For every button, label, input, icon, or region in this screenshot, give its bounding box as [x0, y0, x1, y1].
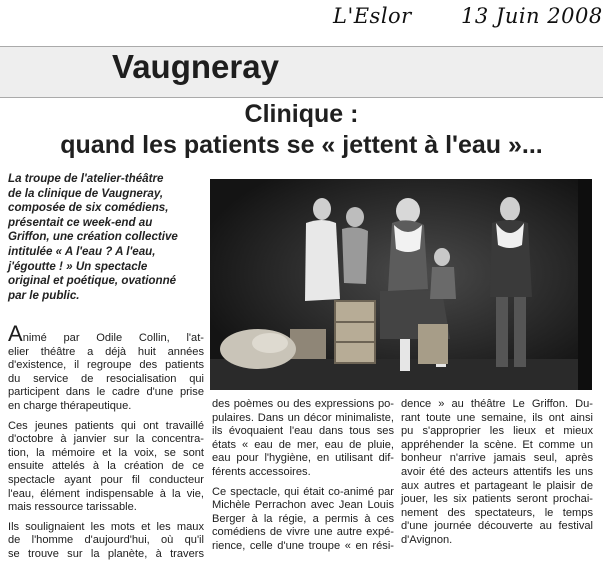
body-line: ensuite attelés à la création de ce	[8, 460, 204, 473]
body-line: d'existence, il regroupe des patients	[8, 359, 204, 372]
lead-line: intitulée « A l'eau ? A l'eau,	[8, 244, 156, 258]
article-column-1	[8, 321, 204, 562]
lead-line: j'égoutte ! » Un spectacle	[8, 259, 148, 273]
body-line: des poèmes ou des expressions po-	[212, 398, 394, 410]
body-line: du service de resocialisation qui	[8, 372, 204, 385]
body-line: Ils soulignaient les mots et les maux	[8, 520, 204, 533]
body-line: se trouve sur la planète, à travers	[8, 547, 204, 560]
handwritten-source: L'Eslor	[333, 4, 412, 28]
locality-band	[0, 46, 603, 98]
drop-cap: A	[8, 321, 23, 346]
body-line: elier théâtre a déjà huit années	[8, 345, 204, 358]
lead-paragraph	[8, 172, 204, 303]
body-line: d'Avignon.	[401, 533, 453, 546]
headline-line-2: quand les patients se « jettent à l'eau »...	[60, 131, 543, 159]
body-line: férents accessoires.	[212, 465, 311, 478]
lead-line: de la clinique de Vaugneray,	[8, 186, 164, 200]
body-line: l'eau, élément indispensable à la vie,	[8, 487, 204, 500]
body-line: Michèle Perrachon avec Jean Louis	[212, 499, 394, 512]
body-line: jouer, les six patients seront prochai-	[401, 493, 593, 506]
body-line: pu s'approprier les lieux et mieux	[401, 425, 593, 438]
body-line: ils évoquaient l'eau dans tous ses	[212, 425, 394, 438]
lead-line: composée de six comédiens,	[8, 201, 169, 215]
body-line: spectacle ayant pour fil conducteur	[8, 473, 204, 486]
lead-line: original et poétique, ovationné	[8, 274, 177, 288]
body-line: Berger à la régie, a permis à ces	[212, 512, 394, 525]
body-line: pulaires. Dans un décor minimaliste,	[212, 411, 394, 424]
stage-photo-illustration	[210, 179, 592, 390]
body-line: états « eau de mer, eau de pluie,	[212, 438, 394, 451]
body-line: d'octobre à janvier sur la concentra-	[8, 433, 204, 446]
body-line: de l'homme d'aujourd'hui, où qu'il	[8, 534, 204, 547]
handwritten-date: 13 Juin 2008	[461, 4, 603, 28]
body-line: avoir été des acteurs attentifs les uns	[401, 465, 593, 478]
stage-photo	[210, 179, 592, 390]
body-line: Ce spectacle, qui était co-animé par	[212, 485, 394, 498]
body-line: d'une journée découverte au festival	[401, 520, 593, 533]
body-line: aux autres et partageant le plaisir de	[401, 479, 593, 492]
body-line: en charge thérapeutique.	[8, 399, 132, 412]
body-text: nimé par Odile Collin, l'at-	[22, 332, 204, 344]
body-line: tion, la mémoire et la voix, se sont	[8, 446, 204, 459]
body-line: comédiens de vivre une autre expé-	[212, 526, 394, 539]
body-line: participent dans le cadre d'une prise	[8, 386, 204, 399]
body-line: nement des spectateurs, le temps	[401, 506, 593, 519]
lead-line: Griffon, une création collective	[8, 230, 178, 244]
body-line: rience, celle d'une troupe « en rési-	[212, 539, 394, 552]
body-line: appréhender la scène. Et comme un	[401, 438, 593, 451]
article-column-3	[401, 398, 593, 548]
body-line: rant toute une semaine, ils ont ainsi	[401, 411, 593, 424]
article-column-2	[212, 398, 394, 554]
body-line: Ces jeunes patients qui ont travaillé	[8, 419, 204, 432]
headline-line-1: Clinique :	[244, 100, 359, 128]
body-line: eau pour l'hygiène, en utilisant dif-	[212, 452, 394, 465]
locality-title: Vaugneray	[112, 48, 279, 85]
lead-line: par le public.	[8, 288, 80, 302]
body-line: mais ressource tarissable.	[8, 501, 137, 514]
body-line	[8, 321, 204, 346]
body-line: dence » au théâtre Le Griffon. Du-	[401, 398, 593, 410]
body-line: bonheur n'arrive jamais seul, après	[401, 452, 593, 465]
lead-line: La troupe de l'atelier-théâtre	[8, 172, 164, 185]
lead-line: présentait ce week-end au	[8, 215, 153, 229]
